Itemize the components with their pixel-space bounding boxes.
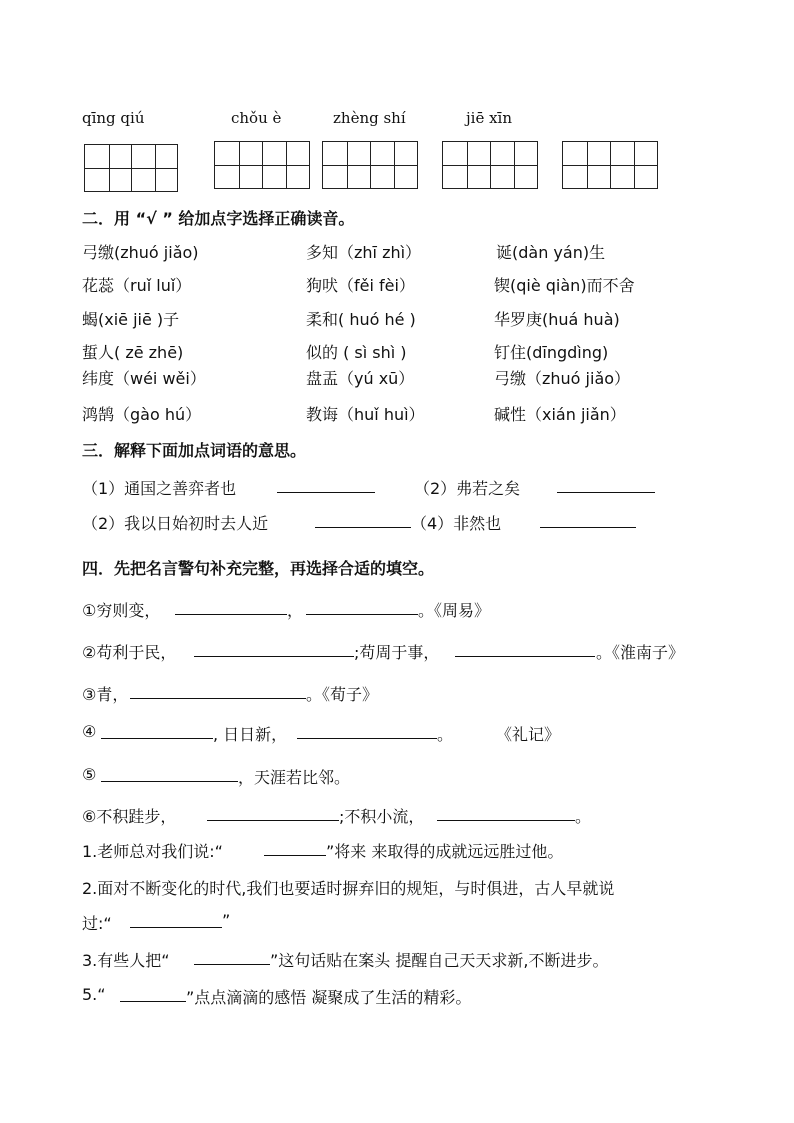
quote-line-1-sep: ， — [287, 601, 304, 620]
answer-blank[interactable] — [130, 684, 306, 699]
reading-option[interactable]: 纬度（wéi wěi） — [82, 369, 206, 388]
reading-option[interactable]: 盘盂（yú xū） — [306, 369, 415, 388]
reading-option[interactable]: 教诲（huǐ huì） — [306, 405, 425, 424]
answer-blank[interactable] — [120, 987, 186, 1002]
quote-line-4-end: 。 — [437, 725, 454, 744]
reading-option[interactable]: 鸿鹄（gào hú） — [82, 405, 202, 424]
answer-blank[interactable] — [297, 724, 437, 739]
quote-line-4-start: ④ — [82, 722, 97, 741]
quote-line-6-end: 。 — [575, 807, 592, 826]
explain-question-4: （4）非然也 — [411, 514, 502, 533]
reading-option[interactable]: 柔和( huó hé ) — [306, 310, 416, 329]
section3-heading: 三．解释下面加点词语的意思。 — [82, 441, 307, 460]
answer-blank[interactable] — [194, 950, 270, 965]
writing-box-3[interactable] — [322, 141, 418, 189]
quote-line-4-mid: , 日日新， — [213, 725, 288, 744]
explain-question-3: （2）我以日始初时去人近 — [82, 514, 269, 533]
answer-blank[interactable] — [101, 767, 238, 782]
fill-question-2-start: 过:“ — [82, 914, 112, 933]
explain-question-2: （2）弗若之矣 — [414, 479, 521, 498]
explain-question-1: （1）通国之善弈者也 — [82, 479, 237, 498]
fill-question-2-line1: 2.面对不断变化的时代,我们也要适时摒弃旧的规矩，与时俱进，古人早就说 — [82, 879, 615, 898]
reading-option[interactable]: 多知（zhī zhì） — [306, 243, 422, 262]
answer-blank[interactable] — [455, 642, 595, 657]
answer-blank[interactable] — [315, 513, 411, 528]
answer-blank[interactable] — [101, 724, 213, 739]
answer-blank[interactable] — [194, 642, 354, 657]
fill-question-3-end: ”这句话贴在案头 提醒自己天天求新,不断进步。 — [270, 951, 609, 970]
quote-line-5-start: ⑤ — [82, 765, 97, 784]
pinyin-label-1: qīng qiú — [82, 109, 145, 127]
reading-option[interactable]: 狗吠（fěi fèi） — [306, 276, 415, 295]
answer-blank[interactable] — [264, 841, 326, 856]
pinyin-label-3: zhèng shí — [333, 109, 406, 127]
reading-option[interactable]: 锲(qiè qiàn)而不舍 — [494, 276, 635, 295]
reading-option[interactable]: 花蕊（ruǐ luǐ） — [82, 276, 192, 295]
writing-box-1[interactable] — [84, 144, 178, 192]
writing-box-4[interactable] — [442, 141, 538, 189]
reading-option[interactable]: 钉住(dīngdìng) — [494, 343, 609, 362]
answer-blank[interactable] — [207, 806, 339, 821]
quote-line-1-start: ①穷则变， — [82, 601, 161, 620]
reading-option[interactable]: 弓缴(zhuó jiǎo) — [82, 243, 199, 262]
fill-question-1-end: ”将来 来取得的成就远远胜过他。 — [326, 842, 564, 861]
quote-line-6-start: ⑥不积跬步， — [82, 807, 177, 826]
answer-blank[interactable] — [557, 478, 655, 493]
answer-blank[interactable] — [437, 806, 575, 821]
section2-heading: 二．用 “√ ” 给加点字选择正确读音。 — [82, 209, 355, 228]
reading-option[interactable]: 蜇人( zē zhē) — [82, 343, 184, 362]
quote-line-2-start: ②苟利于民， — [82, 643, 177, 662]
reading-option[interactable]: 华罗庚(huá huà) — [494, 310, 620, 329]
writing-box-2[interactable] — [214, 141, 310, 189]
quote-line-3-source: 。《荀子》 — [306, 685, 379, 704]
fill-question-5-start: 5.“ — [82, 985, 106, 1004]
reading-option[interactable]: 弓缴（zhuó jiǎo） — [494, 369, 631, 388]
fill-question-2-end: ” — [222, 911, 231, 930]
writing-box-5[interactable] — [562, 141, 658, 189]
answer-blank[interactable] — [306, 600, 418, 615]
fill-question-5-end: ”点点滴滴的感悟 凝聚成了生活的精彩。 — [186, 988, 472, 1007]
section4-heading: 四．先把名言警句补充完整，再选择合适的填空。 — [82, 559, 435, 578]
fill-question-3-start: 3.有些人把“ — [82, 951, 170, 970]
reading-option[interactable]: 诞(dàn yán)生 — [496, 243, 606, 262]
answer-blank[interactable] — [277, 478, 375, 493]
quote-line-3-start: ③青， — [82, 685, 129, 704]
reading-option[interactable]: 碱性（xián jiǎn） — [494, 405, 626, 424]
quote-line-1-source: 。《周易》 — [418, 601, 491, 620]
quote-line-2-mid: ;苟周于事， — [354, 643, 440, 662]
quote-line-4-source: 《礼记》 — [496, 725, 561, 744]
pinyin-label-2: chǒu è — [231, 109, 282, 127]
quote-line-2-source: 。《淮南子》 — [596, 643, 685, 662]
answer-blank[interactable] — [130, 913, 222, 928]
fill-question-1-start: 1.老师总对我们说:“ — [82, 842, 223, 861]
quote-line-5-end: ，天涯若比邻。 — [238, 768, 351, 787]
answer-blank[interactable] — [540, 513, 636, 528]
pinyin-label-4: jiē xīn — [466, 109, 513, 127]
reading-option[interactable]: 蝎(xiē jiē )子 — [82, 310, 180, 329]
reading-option[interactable]: 似的 ( sì shì ) — [306, 343, 407, 362]
quote-line-6-mid: ;不积小流， — [339, 807, 425, 826]
answer-blank[interactable] — [175, 600, 287, 615]
